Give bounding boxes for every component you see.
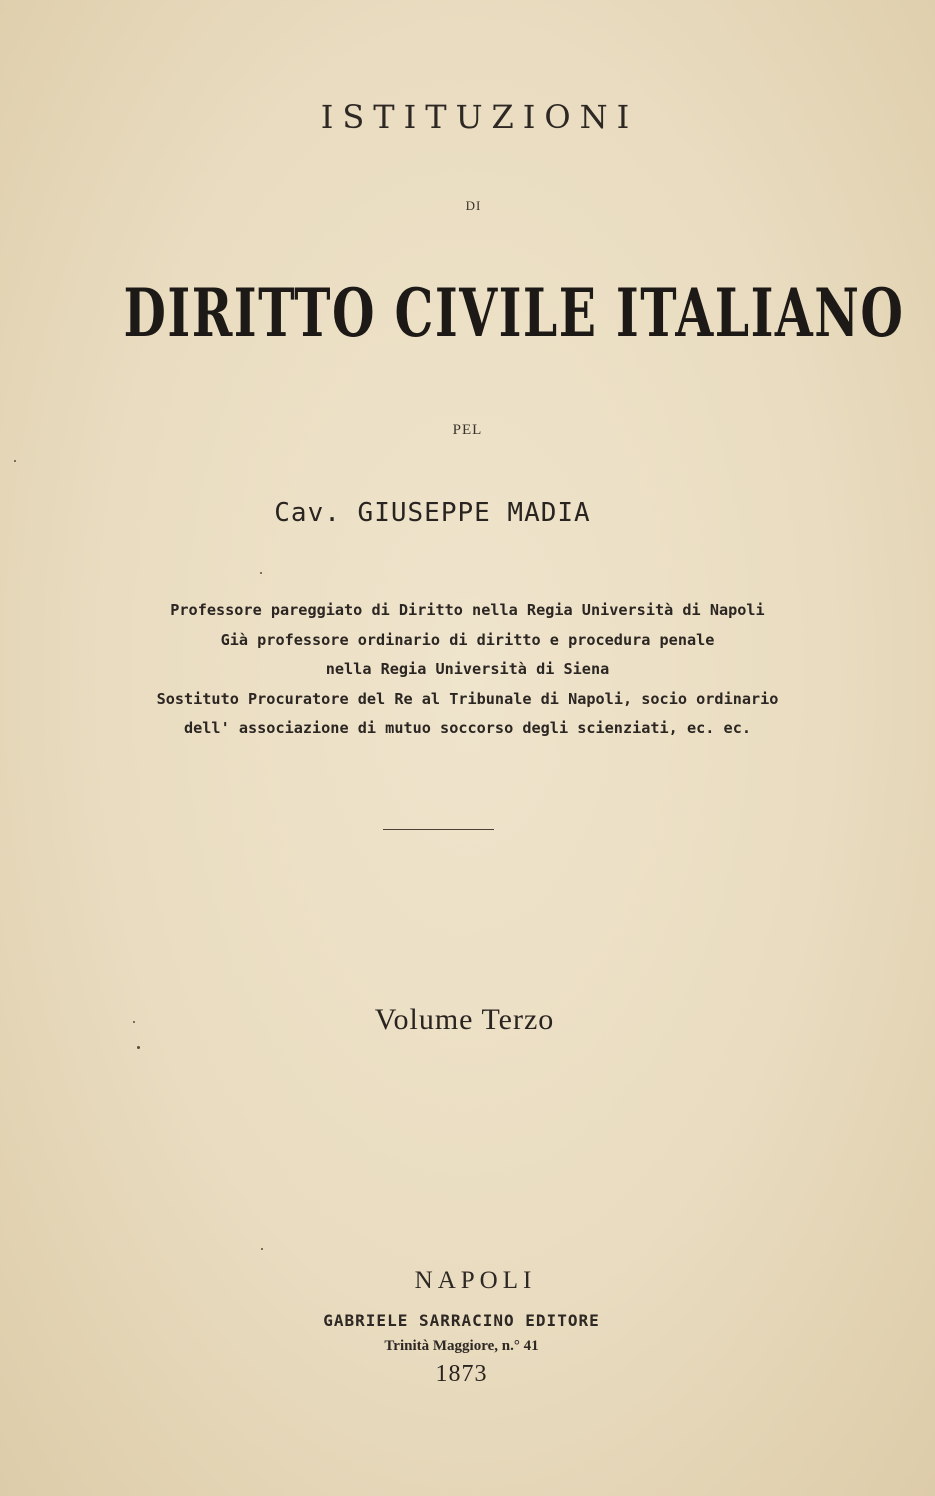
paper-speck: [261, 1248, 263, 1250]
author-preposition: PEL: [452, 422, 483, 438]
paper-speck: [137, 1046, 140, 1049]
credential-line: Professore pareggiato di Diritto nella Regia Università di Napoli: [170, 601, 765, 619]
paper-speck: [14, 460, 16, 462]
paper-speck: [133, 1021, 135, 1023]
credential-line: nella Regia Università di Siena: [325, 660, 610, 678]
imprint-year: 1873: [435, 1361, 488, 1387]
imprint-publisher: GABRIELE SARRACINO EDITORE: [323, 1311, 600, 1330]
credential-line: Già professore ordinario di diritto e procedura penale: [220, 630, 715, 649]
author-credentials: [9, 596, 925, 744]
series-title: ISTITUZIONI: [320, 98, 639, 136]
imprint-address: Trinità Maggiore, n.° 41: [384, 1338, 539, 1354]
title-connector: DI: [465, 198, 482, 213]
credential-line: Sostituto Procuratore del Re al Tribunale di Napoli, socio ordinario: [156, 689, 779, 708]
imprint-city: NAPOLI: [414, 1267, 537, 1294]
volume-label: Volume Terzo: [374, 1003, 555, 1036]
divider-rule: [383, 829, 494, 830]
paper-speck: [260, 572, 262, 574]
main-title: DIRITTO CIVILE ITALIANO: [123, 274, 905, 352]
credential-line: dell' associazione di mutuo soccorso degli scienziati, ec. ec.: [183, 719, 751, 737]
author-name: Cav. GIUSEPPE MADIA: [274, 498, 591, 528]
